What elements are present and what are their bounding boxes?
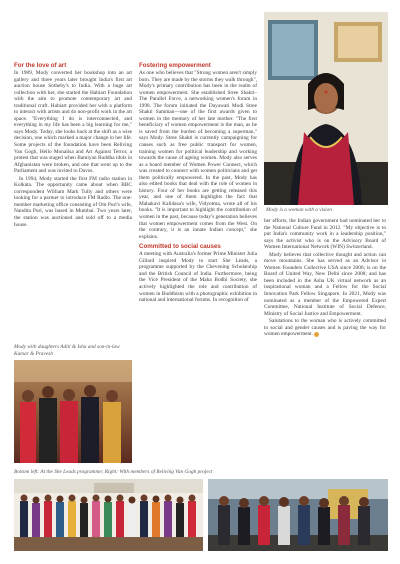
col3-paragraph-3: Salutations to the woman who is actively committed to social and gender causes and is paving the way for women empowerment. (264, 318, 386, 338)
column-1 (14, 62, 132, 229)
column-3 (264, 218, 386, 339)
col3-paragraph-3-wrap (264, 318, 386, 338)
col1-paragraph-1: In 1989, Mody converted her bookshop into an art gallery and three years later brought India's first art auction house Sotheby's to India. With a huge art collection with her, she started the Habiart Foundation with the aim to promote contemporary art and traditional craft. Habiart provided her with a platform to interact with artists and do non-profit work in the art space. "Everything I do is interconnected, and everything in my life has been a big learning for me," says Mody. Today, she looks back at the shift as a wise decision, one which marked a major change in her life. Some projects of the foundation have been Reliving Van Gogh, Hello Monalisa and Art Against Terror, a protest that was staged when Bamiyan Buddha idols in Afghanistan were broken, and one that went up to the Parliament and was invited to Davos. (14, 70, 132, 175)
heading-fostering-empowerment: Fostering empowerment (139, 62, 211, 69)
col2-paragraph-1: As one who believes that "Strong women aren't simply born. They are made by the storms they walk through", Mody's primary contribution has been in the realm of women empowerment. She established Stree Shakti–The Parallel Force, a networking women's forum in 1998. The forum initiated the Dayawati Modi Stree Shakti Samman—one of the first awards given to women in the memory of her late mother. "The first beneficiary of women empowerment is the man, as he is saved from the burden of becoming a superman," says Mody. Stree Shakti is currently campaigning for causes such as free public transport for women, training women for political leadership and working towards the cause of ageing women. Mody also serves as a board member of Women Power Connect, which was created to connect with women politicians and get them politically empowered. In the past, Mody has also edited books that deal with the role of women in history. Four of her books are getting released this year, and one of them highlights the fact that Mahakavi Kalidasa's wife, Vidyotma, wrote all of his books. "It is important to highlight the contribution of women in the past, because today's generation believes that women empowerment comes from the West. On the contrary, it is an innate Indian concept," she explains. (139, 70, 257, 240)
portrait-photo (264, 12, 388, 205)
she-leads-photo (14, 479, 203, 551)
col1-paragraph-2: In 1994, Mody started the first FM radio station in Kolkata. The opportunity came about when BBC correspondent William Mark Tully and others were looking for a partner to introduce FM Radio. The one-member marketing office consisting of Om Puri's wife, Nandita Puri, was based in Mumbai. Two years later, the station was auctioned and sold off to a media house. (14, 175, 132, 228)
col3-paragraph-2: Mody believes that collective thought and action can move mountains. She has served as an Advisor in Women Founders Collective USA since 2006; is on the Board of United Way, New Delhi since 2008; and has been included in the Asha UK virtual network as an inspirational woman and a Fellow for the Social Innovation Park Fellow Singapore. In 2021, Mody was nominated as a member of the Empowered Expert Committee, National Institute of Social Defence, Ministry of Social Justice and Empowerment. (264, 251, 386, 317)
van-gogh-image (208, 479, 388, 551)
she-leads-image (14, 479, 203, 551)
endmark-icon (314, 332, 319, 337)
col3-paragraph-1: her efforts, the Indian government had nominated her to the National Culture Fund in 2012. "My objective is to put India's community work in a leadership position," says the activist who is on the Advisory Board of Women International Network (WIN) Switzerland. (264, 218, 386, 251)
portrait-caption: Mody is a woman with a vision (266, 207, 332, 213)
family-photo-image (14, 360, 132, 463)
heading-love-of-art: For the love of art (14, 62, 67, 69)
van-gogh-photo (208, 479, 388, 551)
family-photo-caption: Mody with daughters Aditi & Isha and son-in-law Kumar & Pravesh (14, 344, 120, 357)
family-photo (14, 360, 132, 463)
bottom-caption: Bottom left: At the She Leads programme; Right: With members of Reliving Van Gogh project (14, 469, 213, 475)
portrait-image (264, 12, 388, 205)
column-2 (139, 62, 257, 305)
heading-social-causes: Committed to social causes (139, 243, 221, 251)
col2-paragraph-2: A meeting with Australia's former Prime Minister Julia Gillard inspired Mody to start She Leads, a programme supported by the Chevening Scholarship and the British Council of India. Furthermore, being the Vice President of the Maha Bodhi Society, she actively highlighted the role and contribution of women in Buddhism with a photographic exhibition in national and international forums. In recognition of (139, 251, 257, 304)
